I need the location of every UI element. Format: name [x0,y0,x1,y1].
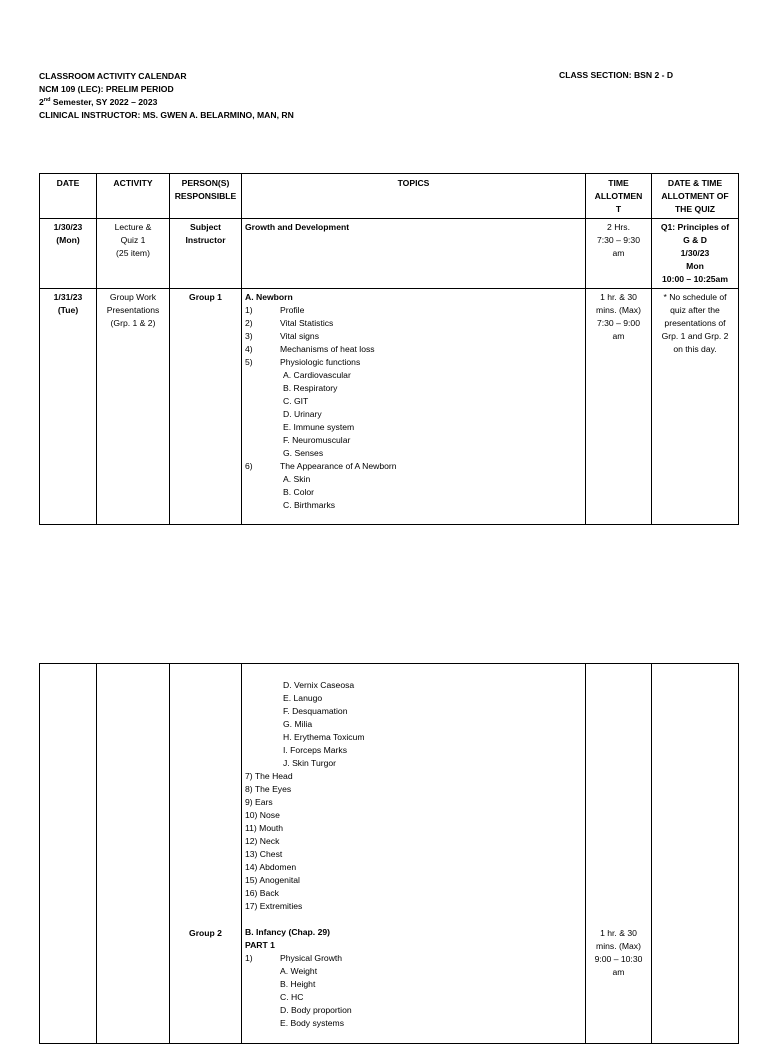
list-item: I. Forceps Marks [283,745,347,755]
list-item: B. Height [280,979,316,989]
part-label: PART 1 [245,940,275,950]
course-name: NCM 109 (LEC): PRELIM PERIOD [39,84,174,94]
list-item: D. Body proportion [280,1005,352,1015]
list-item: A. Skin [283,474,311,484]
row1-quiz: Q1: Principles of G & D 1/30/23 Mon 10:00 – 10:25am [652,219,739,289]
list-item: C. Birthmarks [283,500,336,510]
list-item: E. Body systems [280,1018,344,1028]
topic-heading-newborn: A. Newborn [245,292,293,302]
list-item: D. Vernix Caseosa [283,680,355,690]
row2-person: Group 1 [170,289,242,525]
list-item: B. Respiratory [283,383,338,393]
activity-calendar-table-continued [39,663,739,1044]
list-item: 16) Back [245,888,279,898]
cont-quiz [652,664,739,1044]
table-row [40,289,739,525]
cont-date [40,664,97,1044]
list-item: 12) Neck [245,836,280,846]
list-item: 10) Nose [245,810,280,820]
row1-activity: Lecture & Quiz 1 (25 item) [97,219,170,289]
list-item: C. HC [280,992,304,1002]
table-row [40,219,739,289]
semester: 2nd Semester, SY 2022 – 2023 [39,97,158,107]
row2-quiz: * No schedule of quiz after the presentations of Grp. 1 and Grp. 2 on this day. [652,289,739,525]
list-item: E. Lanugo [283,693,323,703]
list-item: A. Weight [280,966,318,976]
list-item: 7) The Head [245,771,293,781]
list-item: 3) Vital signs [245,331,320,341]
list-item: 9) Ears [245,797,273,807]
header-quiz: DATE & TIME ALLOTMENT OF THE QUIZ [652,174,739,219]
row1-person: Subject Instructor [170,219,242,289]
list-item: A. Cardiovascular [283,370,351,380]
clinical-instructor: CLINICAL INSTRUCTOR: MS. GWEN A. BELARMINO, MAN, RN [39,110,294,120]
list-item: 11) Mouth [245,823,284,833]
list-item: F. Desquamation [283,706,348,716]
cont-person: Group 2 [170,664,242,1044]
list-item: C. GIT [283,396,309,406]
cont-activity [97,664,170,1044]
cont-time: 1 hr. & 30 mins. (Max) 9:00 – 10:30 am [586,664,652,1044]
class-section: CLASS SECTION: BSN 2 - D [559,70,674,80]
list-item: D. Urinary [283,409,322,419]
row1-date: 1/30/23 (Mon) [40,219,97,289]
list-item: 5) Physiologic functions [245,357,361,367]
row1-time: 2 Hrs. 7:30 – 9:30 am [586,219,652,289]
table-header-row [40,174,739,219]
row2-time: 1 hr. & 30 mins. (Max) 7:30 – 9:00 am [586,289,652,525]
row2-topics [242,289,586,525]
list-item: 13) Chest [245,849,283,859]
header-topics: TOPICS [242,174,586,219]
list-item: 1) Profile [245,305,305,315]
list-item: 6) The Appearance of A Newborn [245,461,397,471]
header-persons: PERSON(S) RESPONSIBLE [170,174,242,219]
list-item: B. Color [283,487,315,497]
list-item: 2) Vital Statistics [245,318,334,328]
list-item: F. Neuromuscular [283,435,351,445]
list-item: J. Skin Turgor [283,758,337,768]
header-date: DATE [40,174,97,219]
row1-topic: Growth and Development [242,219,586,289]
list-item: G. Milia [283,719,313,729]
header-activity: ACTIVITY [97,174,170,219]
list-item: 15) Anogenital [245,875,300,885]
header-time: TIME ALLOTMEN T [586,174,652,219]
table-row [40,664,739,1044]
list-item: E. Immune system [283,422,355,432]
list-item: H. Erythema Toxicum [283,732,365,742]
list-item: 4) Mechanisms of heat loss [245,344,375,354]
list-item: 14) Abdomen [245,862,297,872]
row2-activity: Group Work Presentations (Grp. 1 & 2) [97,289,170,525]
list-item: G. Senses [283,448,324,458]
list-item: 8) The Eyes [245,784,292,794]
document-title: CLASSROOM ACTIVITY CALENDAR [39,71,187,81]
cont-topics [242,664,586,1044]
topic-heading-infancy: B. Infancy (Chap. 29) [245,927,330,937]
list-item: 1) Physical Growth [245,953,343,963]
list-item: 17) Extremities [245,901,303,911]
row2-date: 1/31/23 (Tue) [40,289,97,525]
activity-calendar-table [39,173,739,525]
